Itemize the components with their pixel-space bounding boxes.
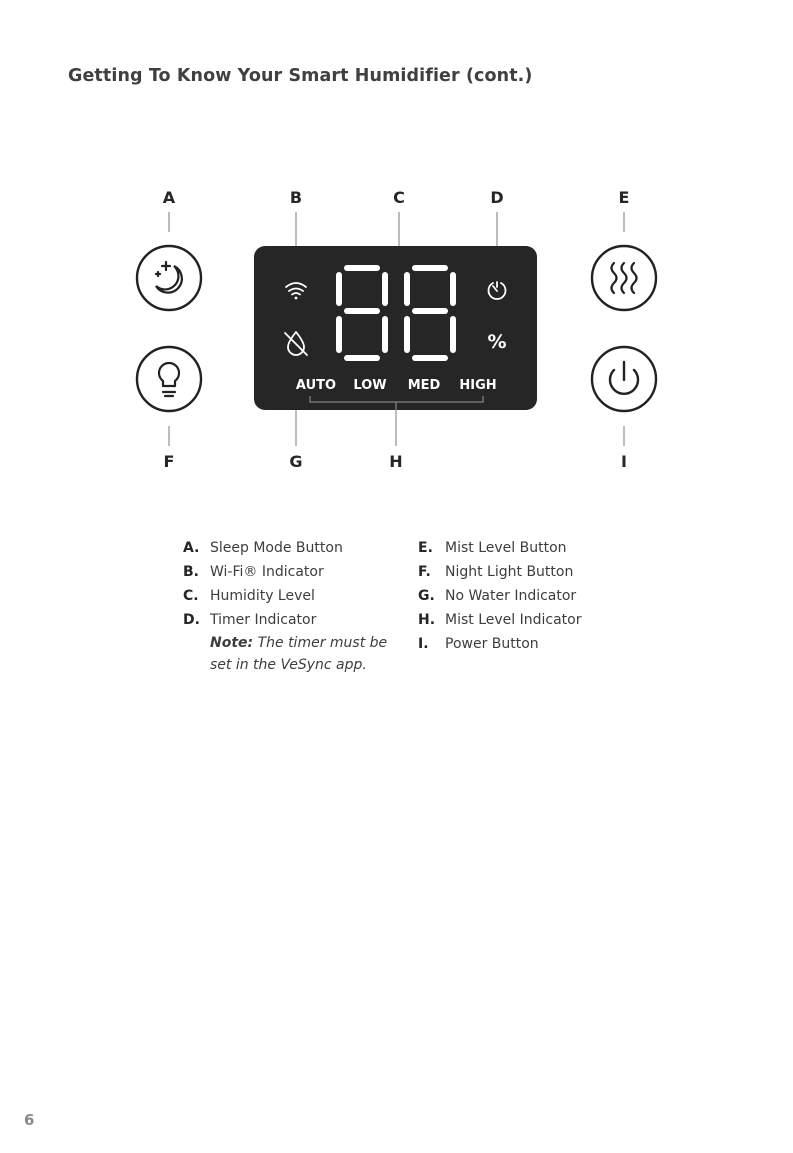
mist-level-button[interactable] [592, 246, 656, 310]
callout-letter-b: B [289, 188, 303, 207]
mist-level-label-auto: AUTO [295, 378, 337, 393]
mist-level-label-low: LOW [353, 378, 387, 393]
timer-note: Note: The timer must be set in the VeSync app. [210, 635, 388, 673]
sleep-mode-button[interactable] [137, 246, 201, 310]
page-title: Getting To Know Your Smart Humidifier (cont.) [68, 66, 533, 86]
legend-item-f: F. Night Light Button [418, 564, 574, 580]
callout-letter-i: I [621, 452, 627, 471]
legend-item-c: C. Humidity Level [183, 588, 315, 604]
mist-level-label-med: MED [407, 378, 441, 393]
legend-right-column [418, 536, 581, 656]
callout-letter-g: G [289, 452, 303, 471]
callout-letter-f: F [163, 452, 175, 471]
led-display [254, 246, 537, 410]
legend-left-column [183, 536, 387, 676]
callout-letter-d: D [490, 188, 504, 207]
callout-letter-a: A [162, 188, 176, 207]
legend-item-a: A. Sleep Mode Button [183, 540, 343, 556]
legend-item-i: I. Power Button [418, 636, 539, 652]
night-light-button[interactable] [137, 347, 201, 411]
callout-letter-e: E [618, 188, 630, 207]
legend-item-g: G. No Water Indicator [418, 588, 577, 604]
legend-item-d: D. Timer Indicator [183, 612, 317, 628]
callout-letter-h: H [389, 452, 403, 471]
percent-symbol: % [487, 331, 507, 353]
legend-item-e: E. Mist Level Button [418, 540, 567, 556]
legend-item-h: H. Mist Level Indicator [418, 612, 582, 628]
control-panel-diagram [0, 0, 793, 520]
page-number: 6 [24, 1111, 35, 1129]
callout-letter-c: C [393, 188, 405, 207]
mist-level-label-high: HIGH [459, 378, 497, 393]
power-button[interactable] [592, 347, 656, 411]
legend-item-b: B. Wi-Fi® Indicator [183, 564, 324, 580]
